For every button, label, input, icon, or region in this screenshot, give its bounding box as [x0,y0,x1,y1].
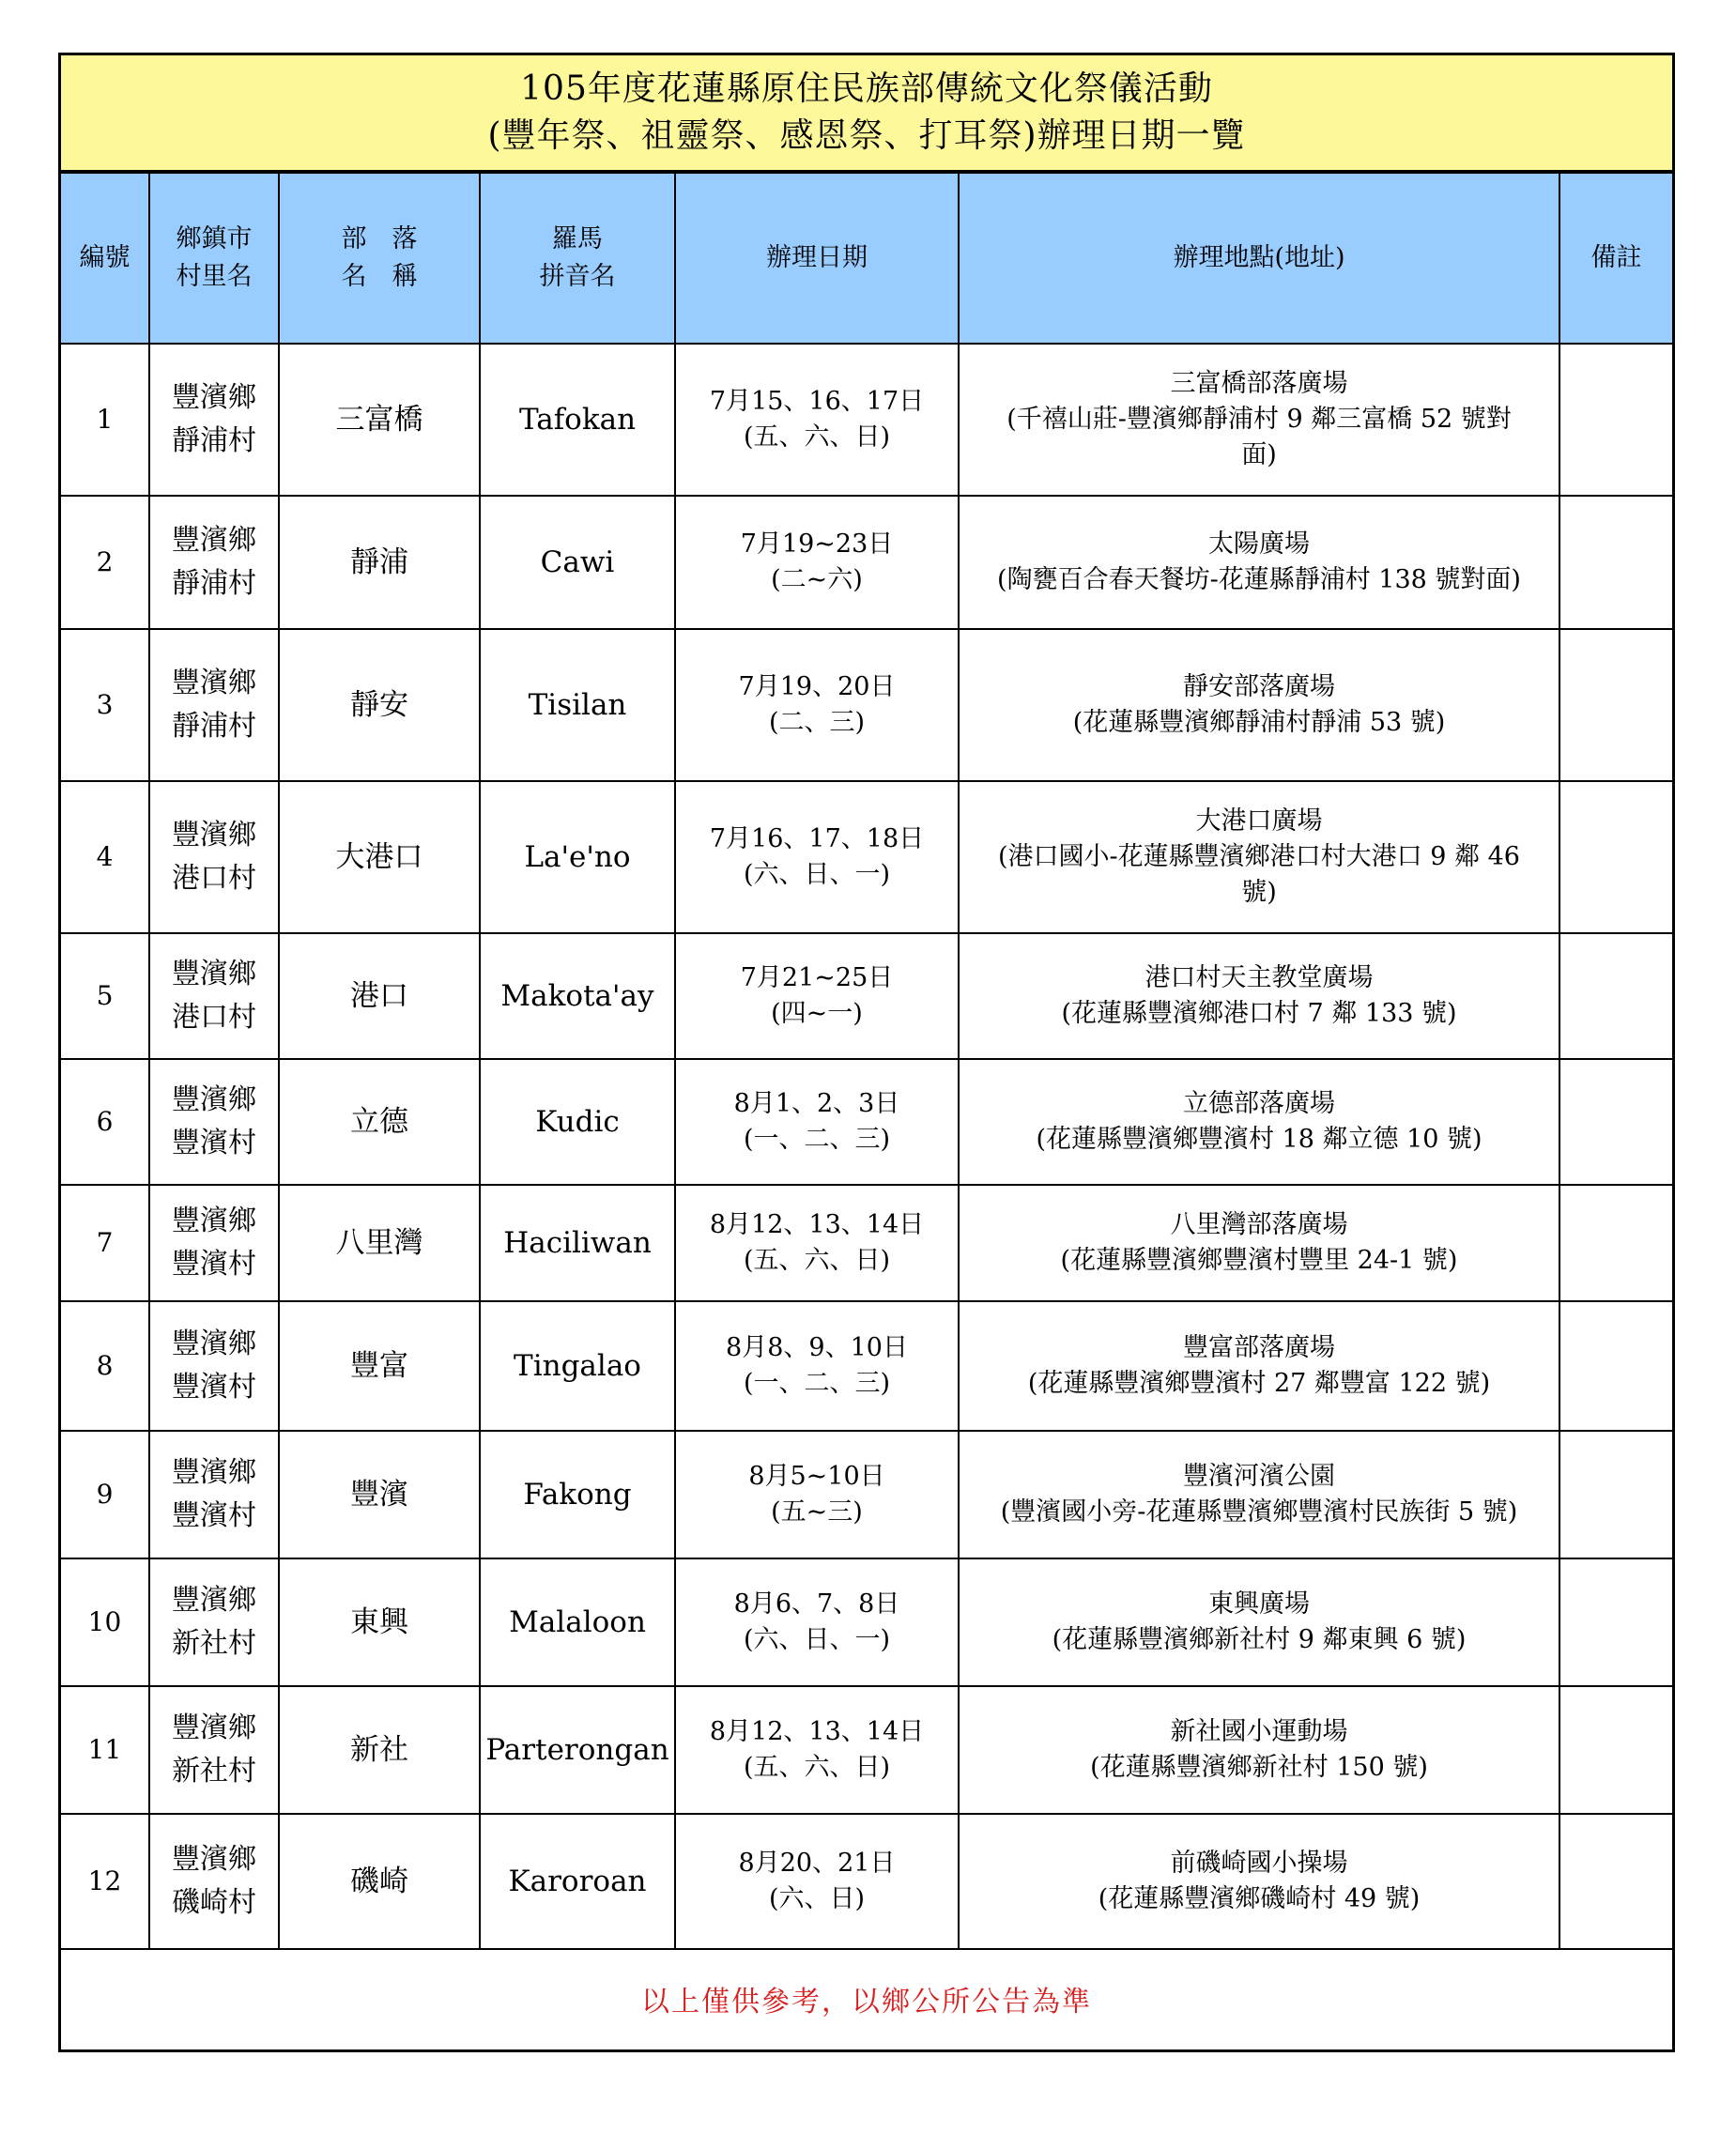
row-weekdays: (五、六、日) [743,1753,891,1782]
row-weekdays: (六、日、一) [743,860,891,889]
row-number: 6 [61,1059,149,1185]
row-roman: Makota'ay [480,933,675,1059]
row-roman: Tafokan [480,344,675,496]
schedule-table [61,172,1672,2048]
row-address: (豐濱國小旁-花蓮縣豐濱鄉豐濱村民族街 5 號) [1000,1497,1518,1527]
row-place [959,933,1559,1059]
row-weekdays: (四~一) [771,999,863,1028]
row-address: (陶甕百合春天餐坊-花蓮縣靜浦村 138 號對面) [997,565,1521,594]
header-note: 備註 [1559,173,1672,344]
row-date-range: 8月5~10日 [748,1462,885,1491]
row-number: 4 [61,781,149,933]
row-weekdays: (一、二、三) [743,1125,891,1154]
row-tribe: 靜浦 [279,496,480,629]
row-weekdays: (六、日) [768,1884,866,1913]
row-village [149,1301,279,1431]
row-place [959,1301,1559,1431]
row-note [1559,629,1672,781]
header-row [61,173,1672,344]
row-venue: 大港口廣場 [1195,806,1323,836]
row-village [149,781,279,933]
row-date-range: 8月20、21日 [738,1849,896,1878]
row-roman: Malaloon [480,1558,675,1686]
row-roman: Haciliwan [480,1185,675,1301]
row-tribe: 立德 [279,1059,480,1185]
footer-row [61,1949,1672,2048]
row-village-name: 靜浦村 [172,424,256,457]
row-village [149,1185,279,1301]
row-village [149,933,279,1059]
row-village-name: 豐濱村 [172,1371,256,1404]
row-tribe: 八里灣 [279,1185,480,1301]
row-number: 5 [61,933,149,1059]
row-village [149,1686,279,1814]
row-venue: 東興廣場 [1208,1589,1310,1619]
row-number: 2 [61,496,149,629]
row-number: 1 [61,344,149,496]
row-town-name: 豐濱鄉 [172,1712,256,1744]
row-address: (花蓮縣豐濱鄉磯崎村 49 號) [1098,1884,1421,1913]
row-number: 12 [61,1814,149,1949]
row-town-name: 豐濱鄉 [172,667,256,699]
row-town-name: 豐濱鄉 [172,1328,256,1360]
row-note [1559,933,1672,1059]
row-date [675,933,959,1059]
row-place [959,1686,1559,1814]
row-date [675,1431,959,1558]
row-village [149,1059,279,1185]
row-roman: Tisilan [480,629,675,781]
footer-note: 以上僅供參考，以鄉公所公告為準 [61,1949,1672,2048]
header-roman: 羅馬 拼音名 [480,173,675,344]
row-date-range: 8月12、13、14日 [709,1210,925,1239]
row-note [1559,1814,1672,1949]
header-date: 辦理日期 [675,173,959,344]
row-venue: 立德部落廣場 [1183,1089,1335,1118]
row-address: (花蓮縣豐濱鄉豐濱村 27 鄰豐富 122 號) [1027,1369,1491,1398]
row-village-name: 豐濱村 [172,1127,256,1159]
row-note [1559,1558,1672,1686]
row-venue: 豐濱河濱公園 [1183,1462,1335,1491]
row-note [1559,496,1672,629]
header-place: 辦理地點(地址) [959,173,1559,344]
row-date [675,344,959,496]
row-village-name: 豐濱村 [172,1499,256,1532]
row-village [149,344,279,496]
row-tribe: 磯崎 [279,1814,480,1949]
row-village-name: 港口村 [172,862,256,895]
row-note [1559,1686,1672,1814]
row-address: (千禧山莊-豐濱鄉靜浦村 9 鄰三富橋 52 號對 面) [1006,405,1512,469]
row-venue: 靜安部落廣場 [1183,672,1335,701]
row-date-range: 7月19~23日 [740,530,894,559]
row-address: (花蓮縣豐濱鄉港口村 7 鄰 133 號) [1061,999,1457,1028]
row-roman: Tingalao [480,1301,675,1431]
row-address: (花蓮縣豐濱鄉豐濱村豐里 24-1 號) [1060,1246,1458,1275]
row-place [959,1814,1559,1949]
row-date-range: 8月12、13、14日 [709,1717,925,1746]
row-address: (花蓮縣豐濱鄉豐濱村 18 鄰立德 10 號) [1036,1125,1483,1154]
row-venue: 八里灣部落廣場 [1170,1210,1348,1239]
row-roman: Fakong [480,1431,675,1558]
row-village-name: 豐濱村 [172,1248,256,1281]
row-address: (花蓮縣豐濱鄉新社村 150 號) [1090,1753,1428,1782]
row-village [149,1431,279,1558]
row-note [1559,1431,1672,1558]
row-place [959,1059,1559,1185]
row-date [675,629,959,781]
row-roman: Cawi [480,496,675,629]
table-row [61,1059,1672,1185]
row-date [675,496,959,629]
row-place [959,1558,1559,1686]
row-tribe: 新社 [279,1686,480,1814]
header-num: 編號 [61,173,149,344]
row-venue: 前磯崎國小操場 [1170,1849,1348,1878]
row-village-name: 港口村 [172,1001,256,1034]
row-date [675,781,959,933]
row-roman: Parterongan [480,1686,675,1814]
row-town-name: 豐濱鄉 [172,958,256,990]
row-address: (花蓮縣豐濱鄉新社村 9 鄰東興 6 號) [1052,1625,1467,1654]
title-line-1: 105年度花蓮縣原住民族部傳統文化祭儀活動 [520,69,1213,108]
row-note [1559,1185,1672,1301]
header-tribe: 部 落 名 稱 [279,173,480,344]
row-venue: 豐富部落廣場 [1183,1333,1335,1362]
row-place [959,1185,1559,1301]
table-row [61,1301,1672,1431]
table-row [61,1558,1672,1686]
row-number: 3 [61,629,149,781]
row-venue: 太陽廣場 [1208,530,1310,559]
row-number: 10 [61,1558,149,1686]
row-village-name: 磯崎村 [172,1886,256,1919]
row-town-name: 豐濱鄉 [172,819,256,852]
row-tribe: 靜安 [279,629,480,781]
row-number: 8 [61,1301,149,1431]
row-venue: 三富橋部落廣場 [1170,369,1348,398]
row-village-name: 靜浦村 [172,567,256,600]
row-date-range: 7月16、17、18日 [709,824,925,853]
row-village [149,1814,279,1949]
row-roman: Karoroan [480,1814,675,1949]
row-note [1559,781,1672,933]
row-place [959,781,1559,933]
row-tribe: 豐濱 [279,1431,480,1558]
row-village [149,1558,279,1686]
row-note [1559,1301,1672,1431]
row-date-range: 8月1、2、3日 [733,1089,900,1118]
row-venue: 新社國小運動場 [1170,1717,1348,1746]
row-village-name: 靜浦村 [172,710,256,743]
table-row [61,344,1672,496]
row-date-range: 8月6、7、8日 [733,1589,900,1619]
row-date [675,1301,959,1431]
row-note [1559,1059,1672,1185]
row-date [675,1558,959,1686]
row-tribe: 豐富 [279,1301,480,1431]
row-date-range: 7月19、20日 [738,672,896,701]
table-row [61,629,1672,781]
row-place [959,1431,1559,1558]
row-place [959,629,1559,781]
row-roman: Kudic [480,1059,675,1185]
row-weekdays: (五~三) [771,1497,863,1527]
row-date-range: 7月15、16、17日 [709,387,925,416]
row-note [1559,344,1672,496]
title-line-2: (豐年祭、祖靈祭、感恩祭、打耳祭)辦理日期一覽 [487,116,1246,155]
table-row [61,1185,1672,1301]
row-weekdays: (五、六、日) [743,422,891,452]
row-address: (港口國小-花蓮縣豐濱鄉港口村大港口 9 鄰 46 號) [998,842,1520,907]
table-row [61,933,1672,1059]
row-town-name: 豐濱鄉 [172,1584,256,1617]
table-row [61,1431,1672,1558]
row-place [959,344,1559,496]
table-row [61,1686,1672,1814]
row-date [675,1814,959,1949]
row-number: 7 [61,1185,149,1301]
table-row [61,781,1672,933]
row-weekdays: (一、二、三) [743,1369,891,1398]
row-town-name: 豐濱鄉 [172,1083,256,1116]
row-tribe: 東興 [279,1558,480,1686]
row-village [149,496,279,629]
row-weekdays: (二、三) [768,708,866,737]
row-date [675,1686,959,1814]
row-town-name: 豐濱鄉 [172,1843,256,1876]
row-village [149,629,279,781]
row-tribe: 港口 [279,933,480,1059]
row-weekdays: (六、日、一) [743,1625,891,1654]
row-date [675,1059,959,1185]
row-town-name: 豐濱鄉 [172,381,256,414]
row-venue: 港口村天主教堂廣場 [1145,963,1374,992]
row-place [959,496,1559,629]
title-band [61,55,1672,172]
row-tribe: 大港口 [279,781,480,933]
row-town-name: 豐濱鄉 [172,1456,256,1489]
row-date-range: 8月8、9、10日 [726,1333,908,1362]
row-roman: La'e'no [480,781,675,933]
row-number: 11 [61,1686,149,1814]
row-town-name: 豐濱鄉 [172,524,256,557]
table-row [61,1814,1672,1949]
row-date [675,1185,959,1301]
row-village-name: 新社村 [172,1755,256,1788]
row-village-name: 新社村 [172,1627,256,1660]
row-town-name: 豐濱鄉 [172,1205,256,1237]
row-number: 9 [61,1431,149,1558]
schedule-sheet [58,53,1675,2052]
row-weekdays: (二~六) [771,565,863,594]
row-tribe: 三富橋 [279,344,480,496]
row-weekdays: (五、六、日) [743,1246,891,1275]
header-village: 鄉鎮市 村里名 [149,173,279,344]
table-row [61,496,1672,629]
row-date-range: 7月21~25日 [740,963,894,992]
row-address: (花蓮縣豐濱鄉靜浦村靜浦 53 號) [1072,708,1446,737]
